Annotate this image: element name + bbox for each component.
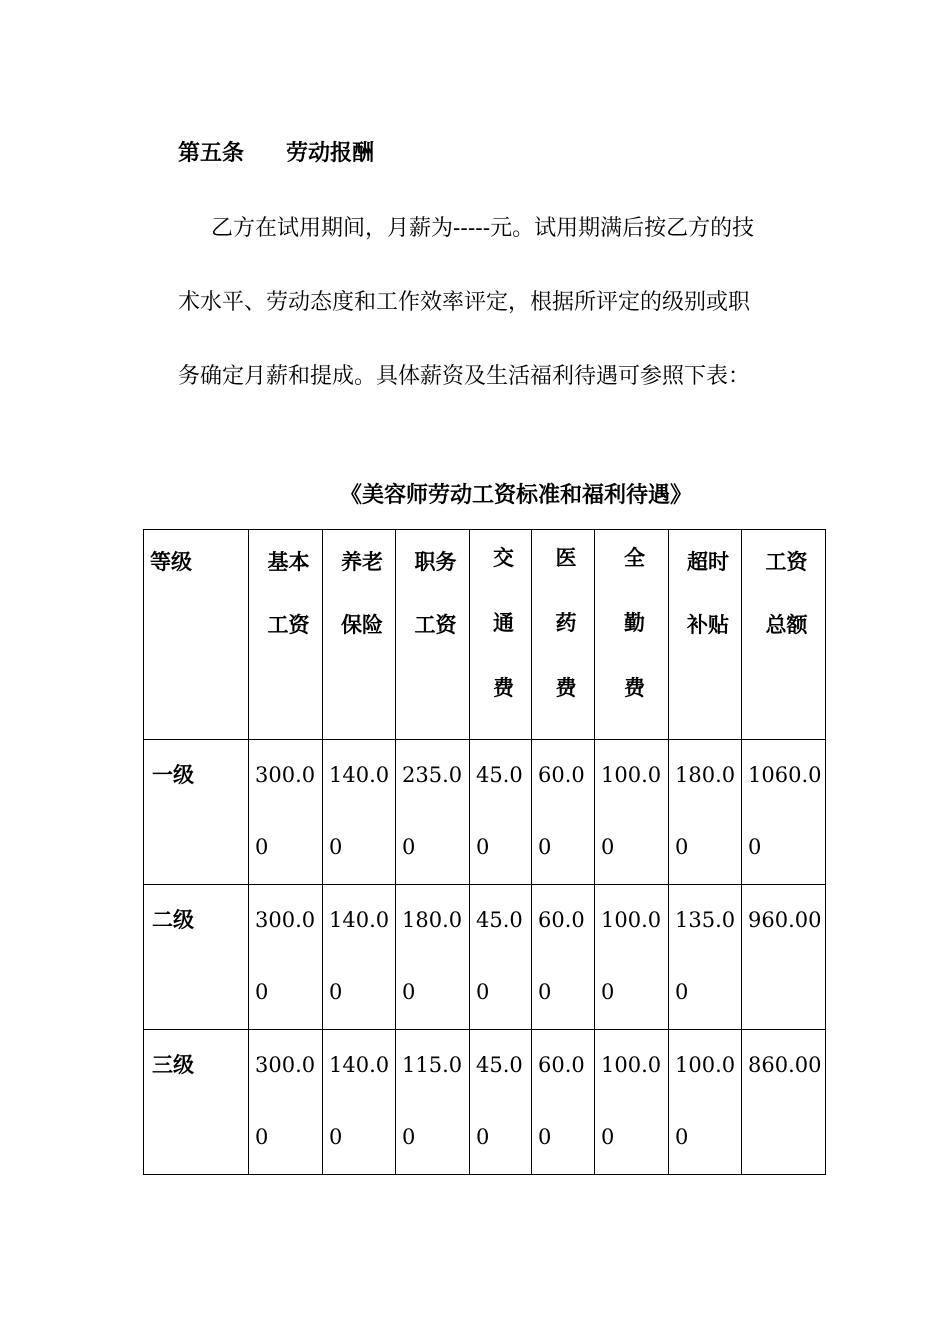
header-text: 职务 bbox=[414, 549, 457, 574]
header-text: 费 bbox=[624, 675, 645, 700]
value-text: 1060.0 bbox=[748, 763, 822, 787]
value-cell bbox=[396, 740, 470, 885]
value-text: 0 bbox=[329, 835, 343, 859]
value-cell bbox=[249, 885, 323, 1030]
value-text: 0 bbox=[538, 1125, 552, 1149]
header-text: 基本 bbox=[267, 549, 310, 574]
value-text: 100.0 bbox=[601, 1053, 662, 1077]
value-text: 0 bbox=[255, 980, 269, 1004]
table-header-cell bbox=[249, 530, 323, 740]
value-cell bbox=[470, 1030, 532, 1175]
value-text: 140.0 bbox=[329, 763, 390, 787]
value-cell bbox=[742, 885, 826, 1030]
value-cell bbox=[532, 1030, 595, 1175]
grade-cell bbox=[144, 740, 249, 885]
value-cell bbox=[669, 885, 742, 1030]
value-text: 0 bbox=[402, 835, 416, 859]
value-cell bbox=[249, 740, 323, 885]
value-text: 180.0 bbox=[402, 908, 463, 932]
header-text: 通 bbox=[493, 610, 514, 635]
value-text: 860.00 bbox=[748, 1053, 822, 1077]
salary-table bbox=[143, 529, 826, 1175]
value-text: 300.0 bbox=[255, 763, 316, 787]
value-text: 960.00 bbox=[748, 908, 822, 932]
value-text: 60.0 bbox=[538, 763, 585, 787]
value-text: 0 bbox=[329, 980, 343, 1004]
table-header-cell bbox=[532, 530, 595, 740]
header-text: 工资 bbox=[267, 612, 310, 637]
value-text: 100.0 bbox=[601, 763, 662, 787]
value-text: 180.0 bbox=[675, 763, 736, 787]
value-cell bbox=[396, 885, 470, 1030]
salary-paragraph bbox=[178, 192, 810, 414]
value-text: 0 bbox=[255, 1125, 269, 1149]
header-text: 交 bbox=[493, 545, 514, 570]
value-text: 0 bbox=[255, 835, 269, 859]
value-text: 100.0 bbox=[601, 908, 662, 932]
header-text: 费 bbox=[555, 675, 577, 700]
header-text: 保险 bbox=[341, 612, 383, 637]
table-row bbox=[144, 740, 826, 885]
article-heading bbox=[178, 136, 374, 167]
table-header-cell bbox=[669, 530, 742, 740]
header-text: 等级 bbox=[150, 549, 192, 574]
table-title: 《美容师劳动工资标准和福利待遇》 bbox=[340, 482, 693, 508]
value-cell bbox=[595, 885, 669, 1030]
value-cell bbox=[249, 1030, 323, 1175]
table-header-cell bbox=[396, 530, 470, 740]
value-text: 45.0 bbox=[476, 908, 523, 932]
value-text: 0 bbox=[538, 980, 552, 1004]
header-text: 药 bbox=[555, 610, 577, 635]
header-text: 超时 bbox=[687, 549, 729, 574]
value-cell bbox=[470, 885, 532, 1030]
value-cell bbox=[323, 885, 396, 1030]
grade-cell bbox=[144, 885, 249, 1030]
value-cell bbox=[323, 1030, 396, 1175]
value-cell bbox=[323, 740, 396, 885]
table-row bbox=[144, 1030, 826, 1175]
value-cell bbox=[595, 740, 669, 885]
grade-cell bbox=[144, 1030, 249, 1175]
value-text: 45.0 bbox=[476, 763, 523, 787]
value-text: 0 bbox=[476, 980, 490, 1004]
paragraph-line: 务确定月薪和提成。具体薪资及生活福利待遇可参照下表： bbox=[178, 364, 751, 389]
table-header-cell bbox=[742, 530, 826, 740]
value-text: 0 bbox=[538, 835, 552, 859]
value-cell bbox=[669, 740, 742, 885]
grade-label: 三级 bbox=[152, 1052, 194, 1077]
grade-label: 二级 bbox=[152, 907, 194, 932]
value-text: 0 bbox=[402, 1125, 416, 1149]
value-cell bbox=[532, 885, 595, 1030]
header-text: 补贴 bbox=[687, 612, 729, 637]
value-text: 60.0 bbox=[538, 908, 585, 932]
value-cell bbox=[595, 1030, 669, 1175]
value-text: 100.0 bbox=[675, 1053, 736, 1077]
value-cell bbox=[742, 740, 826, 885]
value-text: 0 bbox=[675, 980, 689, 1004]
table-header-cell bbox=[595, 530, 669, 740]
table-header-cell bbox=[323, 530, 396, 740]
paragraph-line: 术水平、劳动态度和工作效率评定，根据所评定的级别或职 bbox=[178, 290, 751, 315]
value-text: 0 bbox=[476, 1125, 490, 1149]
value-cell bbox=[532, 740, 595, 885]
value-cell bbox=[669, 1030, 742, 1175]
header-text: 医 bbox=[555, 545, 577, 570]
value-text: 140.0 bbox=[329, 1053, 390, 1077]
value-text: 140.0 bbox=[329, 908, 390, 932]
value-text: 60.0 bbox=[538, 1053, 585, 1077]
table-header-cell bbox=[144, 530, 249, 740]
table-header-row bbox=[144, 530, 826, 740]
value-text: 300.0 bbox=[255, 908, 316, 932]
value-text: 300.0 bbox=[255, 1053, 316, 1077]
value-text: 0 bbox=[675, 1125, 689, 1149]
value-text: 0 bbox=[748, 835, 762, 859]
value-cell bbox=[742, 1030, 826, 1175]
article-title: 劳动报酬 bbox=[286, 140, 375, 166]
header-text: 总额 bbox=[765, 612, 808, 637]
table-row bbox=[144, 885, 826, 1030]
value-cell bbox=[396, 1030, 470, 1175]
value-text: 0 bbox=[601, 835, 615, 859]
value-text: 0 bbox=[476, 835, 490, 859]
table-header-cell bbox=[470, 530, 532, 740]
grade-label: 一级 bbox=[152, 762, 194, 787]
article-number: 第五条 bbox=[178, 140, 245, 166]
value-text: 45.0 bbox=[476, 1053, 523, 1077]
header-text: 养老 bbox=[341, 549, 383, 574]
header-text: 工资 bbox=[765, 549, 808, 574]
paragraph-line: 乙方在试用期间，月薪为-----元。试用期满后按乙方的技 bbox=[211, 216, 755, 241]
header-text: 全 bbox=[624, 545, 645, 570]
value-text: 135.0 bbox=[675, 908, 736, 932]
value-text: 0 bbox=[601, 1125, 615, 1149]
value-text: 0 bbox=[601, 980, 615, 1004]
value-text: 0 bbox=[402, 980, 416, 1004]
value-text: 0 bbox=[329, 1125, 343, 1149]
value-text: 115.0 bbox=[402, 1053, 463, 1077]
value-text: 0 bbox=[675, 835, 689, 859]
value-cell bbox=[470, 740, 532, 885]
header-text: 费 bbox=[493, 675, 514, 700]
value-text: 235.0 bbox=[402, 763, 463, 787]
header-text: 工资 bbox=[414, 612, 457, 637]
header-text: 勤 bbox=[624, 610, 645, 635]
